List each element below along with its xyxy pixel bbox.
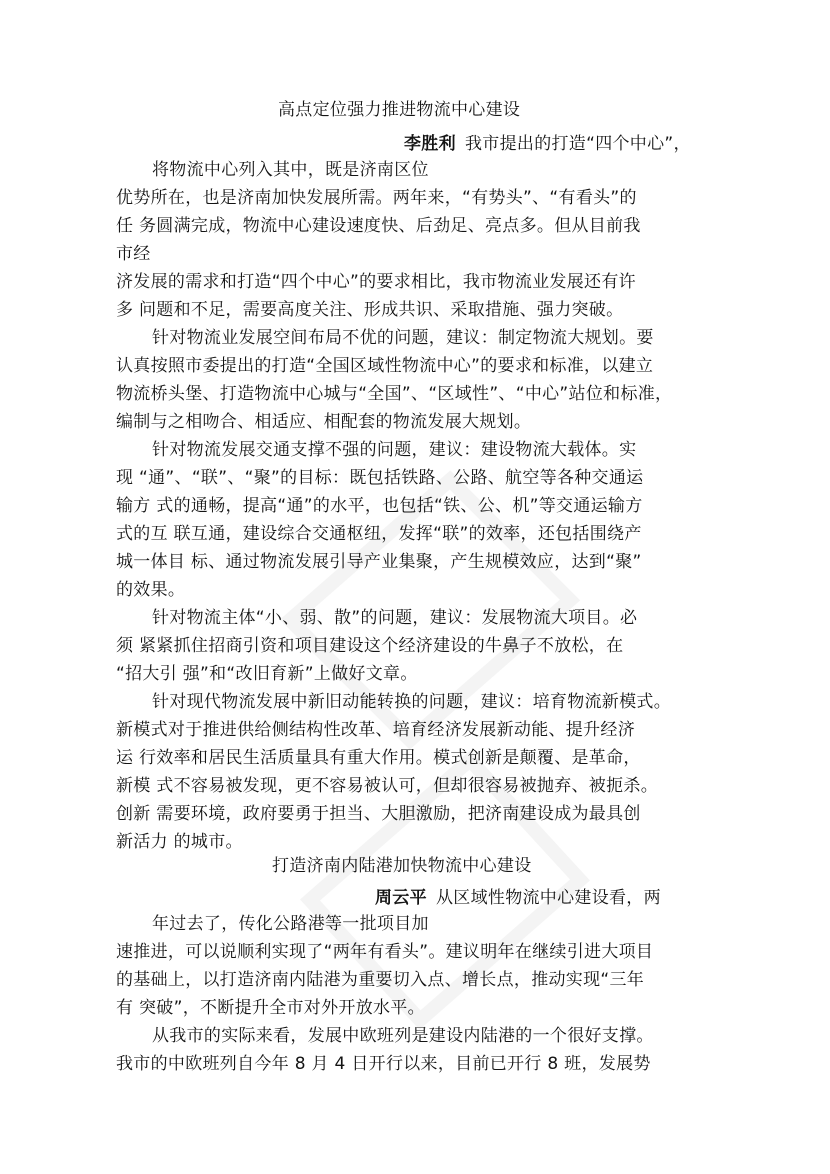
text-line: 速推进，可以说顺利实现了“两年有看头”。建议明年在继续引进大项目 — [116, 942, 654, 962]
text-line: 从区域性物流中心建设看，两 — [436, 888, 661, 908]
text-line: 我市提出的打造“四个中心”， — [465, 134, 691, 154]
text-line: 城一体目 标、通过物流发展引导产业集聚，产生规模效应，达到“聚” — [116, 552, 642, 572]
text-line: 的效果。 — [116, 580, 186, 600]
text-line: 新模 式不容易被发现，更不容易被认可，但却很容易被抛弃、被扼杀。 — [116, 776, 659, 796]
article-2-author: 周云平 — [375, 888, 427, 908]
text-line: 市经 — [116, 244, 151, 264]
text-line: 须 紧紧抓住招商引资和项目建设这个经济建设的牛鼻子不放松，在 — [116, 636, 624, 656]
text-line: 创新 需要环境，政府要勇于担当、大胆激励，把济南建设成为最具创 — [116, 804, 641, 824]
text-line: 新活力 的城市。 — [116, 832, 243, 852]
text-line: 认真按照市委提出的打造“全国区域性物流中心”的要求和标准，以建立 — [116, 356, 654, 376]
text-line: 年过去了，传化公路港等一批项目加 — [152, 914, 429, 934]
text-line: 输方 式的通畅，提高“通”的水平，也包括“铁、公、机”等交通运输方 — [116, 496, 643, 516]
text-line: 有 突破”，不断提升全市对外开放水平。 — [116, 998, 425, 1018]
text-line: 针对现代物流发展中新旧动能转换的问题，建议：培育物流新模式。 — [152, 692, 671, 712]
text-line: 的基础上，以打造济南内陆港为重要切入点、增长点，推动实现“三年 — [116, 970, 645, 990]
text-line: 优势所在，也是济南加快发展所需。两年来，“有势头”、“有看头”的 — [116, 188, 637, 208]
text-line: 运 行效率和居民生活质量具有重大作用。模式创新是颠覆、是革命， — [116, 748, 641, 768]
text-line: 我市的中欧班列自今年 8 月 4 日开行以来，目前已开行 8 班，发展势 — [116, 1054, 651, 1074]
text-line: 现 “通”、“联”、“聚”的目标：既包括铁路、公路、航空等各种交通运 — [116, 468, 644, 488]
text-line: 任 务圆满完成，物流中心建设速度快、后劲足、亮点多。但从目前我 — [116, 216, 641, 236]
text-line: 物流桥头堡、打造物流中心城与“全国”、“区域性”、“中心”站位和标准， — [116, 384, 673, 404]
article-1-author: 李胜利 — [404, 134, 456, 154]
text-line: “招大引 强”和“改旧育新”上做好文章。 — [116, 664, 418, 684]
text-line: 新模式对于推进供给侧结构性改革、培育经济发展新动能、提升经济 — [116, 720, 635, 740]
text-line: 编制与之相吻合、相适应、相配套的物流发展大规划。 — [116, 412, 532, 432]
text-line: 针对物流发展交通支撑不强的问题，建议：建设物流大载体。实 — [152, 440, 637, 460]
text-line: 多 问题和不足，需要高度关注、形成共识、采取措施、强力突破。 — [116, 300, 624, 320]
text-line: 式的互 联互通，建设综合交通枢纽，发挥“联”的效率，还包括围绕产 — [116, 524, 642, 544]
text-line: 济发展的需求和打造“四个中心”的要求相比，我市物流业发展还有许 — [116, 272, 636, 292]
text-line: 针对物流业发展空间布局不优的问题，建议：制定物流大规划。要 — [152, 328, 654, 348]
article-1-title: 高点定位强力推进物流中心建设 — [278, 100, 521, 120]
text-line: 将物流中心列入其中，既是济南区位 — [152, 160, 429, 180]
text-line: 从我市的实际来看，发展中欧班列是建设内陆港的一个很好支撑。 — [152, 1026, 654, 1046]
text-line: 针对物流主体“小、弱、散”的问题，建议：发展物流大项目。必 — [152, 608, 638, 628]
article-2-title: 打造济南内陆港加快物流中心建设 — [272, 856, 532, 876]
